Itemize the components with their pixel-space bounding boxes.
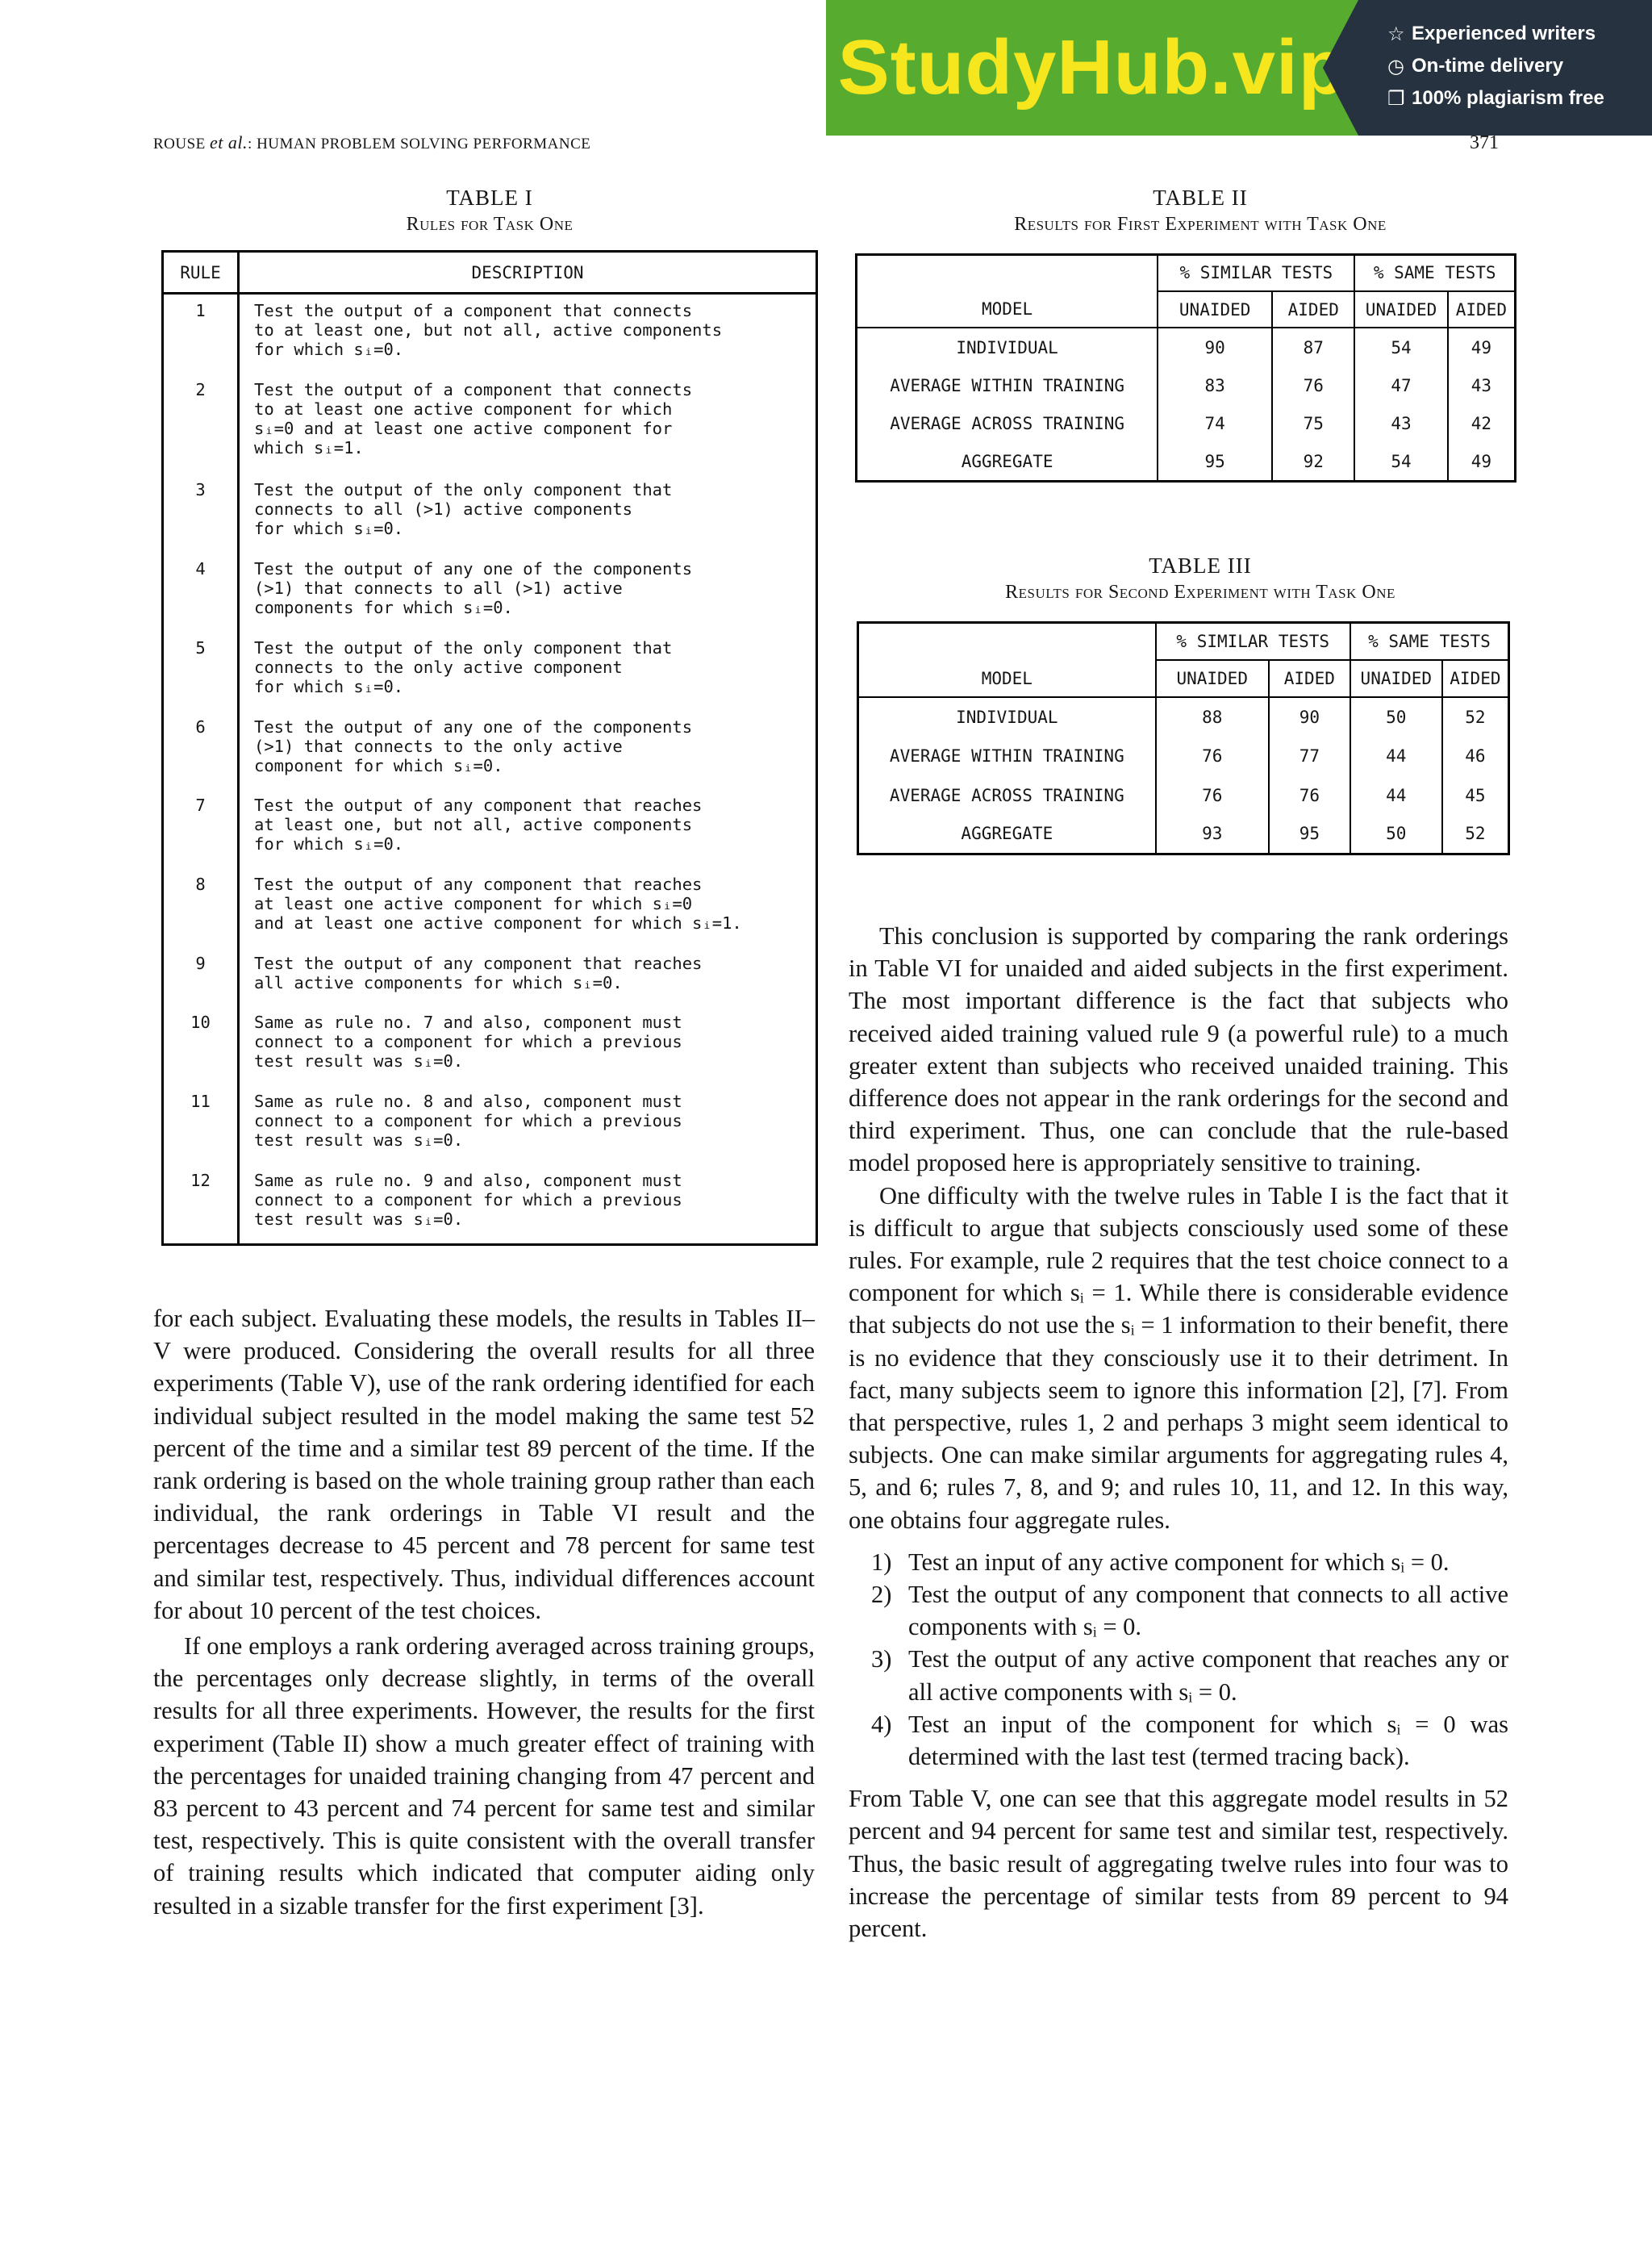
table1-description-line: Test the output of a component that connects — [254, 380, 693, 400]
table3-model-cell: AVERAGE ACROSS TRAINING — [889, 785, 1124, 805]
table1-description-line: sᵢ=0 and at least one active component for — [254, 419, 673, 439]
table1-description-line: test result was sᵢ=0. — [254, 1130, 464, 1150]
aggregate-rule-text: Test the output of any active component that reaches any or all active components with sᵢ = 0. — [908, 1645, 1508, 1706]
table2-group-row — [857, 255, 1516, 291]
table3-row — [858, 697, 1509, 737]
table3-value-cell: 45 — [1442, 775, 1509, 815]
table1-rule-description — [239, 868, 817, 947]
table2-value-cell: 54 — [1354, 443, 1447, 482]
table1-description-line: test result was sᵢ=0. — [254, 1051, 464, 1071]
banner-feature-delivery — [1387, 50, 1652, 82]
table3-value-cell: 50 — [1350, 697, 1442, 737]
aggregate-rule-item — [849, 1643, 1508, 1707]
table1-description-line: all active components for which sᵢ=0. — [254, 973, 623, 993]
table3-body — [858, 697, 1509, 854]
table2-col-model: MODEL — [857, 291, 1158, 328]
table1-rule-number: 1 — [163, 294, 239, 374]
banner-feature-plagiarism — [1387, 82, 1652, 115]
table1-row — [163, 632, 817, 711]
table3-value-cell: 90 — [1269, 697, 1350, 737]
table2-group-similar: % SIMILAR TESTS — [1158, 255, 1354, 291]
table3-model-cell: AGGREGATE — [961, 824, 1053, 844]
aggregate-rule-number: 4) — [871, 1710, 892, 1738]
aggregate-rules-list — [849, 1546, 1508, 1773]
table1-rule-number: 6 — [163, 711, 239, 790]
table3-title: TABLE III — [1149, 554, 1252, 578]
table2-value-cell: 49 — [1448, 443, 1516, 482]
table1-description-line: Test the output of any component that reaches — [254, 875, 703, 895]
table1-rule-number: 8 — [163, 868, 239, 947]
table1-description-line: for which sᵢ=0. — [254, 834, 404, 854]
table1-body — [163, 294, 817, 1245]
table1-caption — [161, 186, 818, 236]
table1-description-line: Test the output of the only component that — [254, 637, 673, 658]
table1-description-line: Same as rule no. 9 and also, component must — [254, 1170, 682, 1190]
table1-description-line: to at least one active component for which — [254, 399, 673, 420]
ad-banner[interactable] — [826, 0, 1652, 136]
table1-description-line: Test the output of any component that reaches — [254, 954, 703, 974]
running-head-author: ROUSE — [153, 136, 206, 152]
table1-rule-number: 7 — [163, 789, 239, 868]
table1-rule-description — [239, 553, 817, 632]
right-paragraph-2: One difficulty with the twelve rules in Table I is the fact that it is difficult to argue that subjects consciously used some of these rules. For example, rule 2 requires that the test choice connect to a component for which sᵢ = 1. While there is considerable evidence that subjects do not use the sᵢ = 1 information to their benefit, there is no evidence that they consciously use it to their detriment. In fact, many subjects seem to ignore this information [2], [7]. From that perspective, rules 1, 2 and perhaps 3 might seem identical to subjects. One can make similar arguments for aggregating rules 4, 5, and 6; rules 7, 8, and 9; and rules 10, 11, and 12. In this way, one obtains four aggregate rules. — [849, 1181, 1508, 1534]
table2-group-same: % SAME TESTS — [1354, 255, 1515, 291]
table1-description-line: for which sᵢ=0. — [254, 340, 404, 359]
table3-row — [858, 737, 1509, 776]
table2-caption — [853, 186, 1547, 236]
table2-body — [857, 328, 1516, 481]
aggregate-rule-item — [849, 1708, 1508, 1773]
table1-description-line: Test the output of any one of the components — [254, 716, 693, 737]
document-icon: ❐ — [1387, 87, 1405, 110]
table1-description-line: (>1) that connects to all (>1) active — [254, 578, 623, 598]
table2-value-cell: 75 — [1272, 404, 1354, 443]
page-number: 371 — [1470, 132, 1499, 153]
table2-col-aided: AIDED — [1272, 291, 1354, 328]
clock-icon: ◷ — [1387, 55, 1404, 77]
table2-value-cell: 95 — [1158, 443, 1272, 482]
table3-group-same: % SAME TESTS — [1350, 623, 1509, 660]
table2-header-row — [857, 291, 1516, 328]
table1-col-description: DESCRIPTION — [239, 252, 817, 294]
table3-value-cell: 77 — [1269, 737, 1350, 776]
table1-row — [163, 789, 817, 868]
table1-description-line: which sᵢ=1. — [254, 438, 364, 458]
table1-rule-number: 11 — [163, 1085, 239, 1164]
table2-col-aided: AIDED — [1448, 291, 1516, 328]
table3-value-cell: 76 — [1269, 775, 1350, 815]
table3-value-cell: 44 — [1350, 775, 1442, 815]
table2-value-cell: 87 — [1272, 328, 1354, 366]
table3-col-unaided: UNAIDED — [1350, 660, 1442, 697]
table1-rule-description — [239, 711, 817, 790]
aggregate-rule-number: 2) — [871, 1581, 892, 1609]
table3-value-cell: 52 — [1442, 815, 1509, 854]
table1-description-line: for which sᵢ=0. — [254, 676, 404, 696]
banner-feature-text: Experienced writers — [1412, 23, 1596, 44]
table1-rule-number: 10 — [163, 1006, 239, 1085]
aggregate-rule-number: 3) — [871, 1645, 892, 1673]
table1-rule-number: 12 — [163, 1164, 239, 1245]
table3 — [857, 621, 1510, 855]
table1-rule-description — [239, 789, 817, 868]
table1-description-line: at least one, but not all, active components — [254, 815, 693, 835]
table1-description-line: Test the output of any component that reaches — [254, 796, 703, 816]
table1-description-line: components for which sᵢ=0. — [254, 597, 513, 617]
table1-rule-description — [239, 474, 817, 553]
table1-rule-description — [239, 632, 817, 711]
table2-value-cell: 49 — [1448, 328, 1516, 366]
table1-row — [163, 374, 817, 474]
table2-title: TABLE II — [1153, 186, 1248, 210]
table2-model-cell: AGGREGATE — [961, 451, 1053, 471]
table3-row — [858, 815, 1509, 854]
left-paragraph-1: for each subject. Evaluating these models, the results in Tables II–V were produced. Considering the overall results for all three experiments (Table V), use of the rank ordering identified for each individual subject resulted in the model making the same test 52 percent of the time and a similar test 89 percent of the time. If the rank ordering is based on the whole training group rather than each individual, the rank orderings in Table VI result and the percentages decrease to 45 percent and 78 percent for same test and similar test, respectively. Thus, individual differences account for about 10 percent of the test choices. — [153, 1305, 815, 1624]
table3-value-cell: 95 — [1269, 815, 1350, 854]
studyhub-logo[interactable]: StudyHub.vip — [837, 24, 1347, 111]
table2-row — [857, 443, 1516, 482]
table1-description-line: (>1) that connects to the only active — [254, 736, 623, 756]
table1-row — [163, 1085, 817, 1164]
table1-rule-number: 5 — [163, 632, 239, 711]
table2-value-cell: 90 — [1158, 328, 1272, 366]
table3-group-row — [858, 623, 1509, 660]
table1-description-line: at least one active component for which sᵢ=0 — [254, 894, 693, 914]
table2-value-cell: 54 — [1354, 328, 1447, 366]
table2-row — [857, 366, 1516, 405]
table2-value-cell: 83 — [1158, 366, 1272, 405]
table1-col-rule: RULE — [163, 252, 239, 294]
table3-header-row — [858, 660, 1509, 697]
table1-row — [163, 294, 817, 374]
table2-blank — [857, 255, 1158, 291]
running-head — [153, 132, 590, 153]
table1 — [161, 250, 818, 1246]
table1-row — [163, 474, 817, 553]
table3-col-model: MODEL — [858, 660, 1156, 697]
table3-model-cell: AVERAGE WITHIN TRAINING — [889, 746, 1124, 767]
star-icon: ☆ — [1387, 23, 1405, 45]
table1-description-line: connect to a component for which a previous — [254, 1031, 682, 1051]
table2-value-cell: 47 — [1354, 366, 1447, 405]
table1-description-line: connect to a component for which a previous — [254, 1189, 682, 1209]
table2-value-cell: 74 — [1158, 404, 1272, 443]
table1-description-line: connects to all (>1) active components — [254, 499, 632, 519]
table3-subtitle: Results for Second Experiment with Task One — [1005, 582, 1395, 603]
table1-description-line: for which sᵢ=0. — [254, 518, 404, 538]
table1-description-line: component for which sᵢ=0. — [254, 755, 503, 775]
table1-row — [163, 868, 817, 947]
table3-caption — [853, 554, 1547, 604]
aggregate-rule-text: Test an input of any active component for which sᵢ = 0. — [908, 1548, 1450, 1576]
banner-feature-text: On-time delivery — [1412, 55, 1564, 77]
aggregate-rule-text: Test an input of the component for which sᵢ = 0 was determined with the last test (termed tracing back). — [908, 1710, 1508, 1771]
table3-value-cell: 76 — [1156, 775, 1269, 815]
table1-description-line: test result was sᵢ=0. — [254, 1209, 464, 1229]
table3-col-aided: AIDED — [1442, 660, 1509, 697]
table1-rule-number: 2 — [163, 374, 239, 474]
table1-description-line: to at least one, but not all, active components — [254, 320, 723, 340]
table3-value-cell: 46 — [1442, 737, 1509, 776]
aggregate-rule-item — [849, 1578, 1508, 1643]
table1-description-line: Test the output of a component that connects — [254, 301, 693, 320]
table2-col-unaided: UNAIDED — [1354, 291, 1447, 328]
table2-col-unaided: UNAIDED — [1158, 291, 1272, 328]
table1-rule-number: 9 — [163, 947, 239, 1005]
table1-description-line: and at least one active component for which sᵢ=1. — [254, 913, 742, 934]
aggregate-rule-item — [849, 1546, 1508, 1578]
table1-description-line: Test the output of any one of the components — [254, 558, 693, 579]
banner-logo-area[interactable] — [826, 0, 1358, 136]
table2-model-cell: AVERAGE WITHIN TRAINING — [890, 375, 1124, 395]
table1-row — [163, 947, 817, 1005]
table3-value-cell: 93 — [1156, 815, 1269, 854]
table1-rule-number: 4 — [163, 553, 239, 632]
table3-value-cell: 50 — [1350, 815, 1442, 854]
table1-rule-description — [239, 294, 817, 374]
table2-value-cell: 76 — [1272, 366, 1354, 405]
table1-rule-description — [239, 374, 817, 474]
banner-feature-text: 100% plagiarism free — [1412, 87, 1604, 109]
banner-features — [1358, 0, 1652, 136]
table1-row — [163, 1006, 817, 1085]
table2-value-cell: 43 — [1448, 366, 1516, 405]
aggregate-rule-number: 1) — [871, 1548, 892, 1576]
table1-row — [163, 553, 817, 632]
table1-row — [163, 1164, 817, 1245]
table1-description-line: Same as rule no. 8 and also, component must — [254, 1091, 682, 1111]
left-paragraph-2: If one employs a rank ordering averaged across training groups, the percentages only decrease slightly, in terms of the overall results for all three experiments. However, the results for the first experiment (Table II) show a much greater effect of training with the percentages for unaided training changing from 47 percent and 83 percent to 43 percent and 74 percent for same test and similar test, respectively. This is quite consistent with the overall transfer of training results which indicated that computer aiding only resulted in a sizable transfer for the first experiment [3]. — [153, 1632, 815, 1920]
table3-value-cell: 76 — [1156, 737, 1269, 776]
table2-subtitle: Results for First Experiment with Task One — [1014, 214, 1387, 235]
table1-header-row — [163, 252, 817, 294]
aggregate-rule-text: Test the output of any component that connects to all active components with sᵢ = 0. — [908, 1581, 1508, 1641]
table1-rule-number: 3 — [163, 474, 239, 553]
table1-title: TABLE I — [446, 186, 533, 210]
table1-subtitle: Rules for Task One — [406, 214, 574, 235]
table1-rule-description — [239, 1085, 817, 1164]
right-column — [849, 920, 1508, 1945]
table3-col-aided: AIDED — [1269, 660, 1350, 697]
table1-rule-description — [239, 947, 817, 1005]
table3-model-cell: INDIVIDUAL — [956, 708, 1058, 728]
table1-description-line: Test the output of the only component that — [254, 479, 673, 499]
table2-value-cell: 42 — [1448, 404, 1516, 443]
table2-model-cell: INDIVIDUAL — [956, 337, 1058, 357]
table2-value-cell: 43 — [1354, 404, 1447, 443]
running-head-etal: et al. — [210, 132, 248, 152]
table1-description-line: connects to the only active component — [254, 657, 623, 677]
table3-value-cell: 88 — [1156, 697, 1269, 737]
table3-group-similar: % SIMILAR TESTS — [1156, 623, 1350, 660]
table2-row — [857, 328, 1516, 366]
table3-blank — [858, 623, 1156, 660]
table1-rule-description — [239, 1006, 817, 1085]
running-head-title: : HUMAN PROBLEM SOLVING PERFORMANCE — [248, 136, 591, 152]
table2-model-cell: AVERAGE ACROSS TRAINING — [890, 414, 1124, 434]
right-paragraph-1: This conclusion is supported by comparing the rank orderings in Table VI for unaided and aided subjects in the first experiment. The most important difference is the fact that subjects who received aided training valued rule 9 (a powerful rule) to a much greater extent than subjects who received unaided training. This difference does not appear in the rank orderings for the second and third experiment. Thus, one can conclude that the rule-based model proposed here is appropriately sensitive to training. — [849, 922, 1508, 1177]
left-column — [153, 1302, 815, 1922]
table1-description-line: connect to a component for which a previous — [254, 1110, 682, 1130]
table2-value-cell: 92 — [1272, 443, 1354, 482]
table2 — [855, 253, 1516, 483]
table3-value-cell: 52 — [1442, 697, 1509, 737]
banner-feature-writers — [1387, 18, 1652, 50]
table3-row — [858, 775, 1509, 815]
right-paragraph-3: From Table V, one can see that this aggregate model results in 52 percent and 94 percent for same test and similar test, respectively. Thus, the basic result of aggregating twelve rules into four was to increase the percentage of similar tests from 89 percent to 94 percent. — [849, 1785, 1508, 1943]
table3-col-unaided: UNAIDED — [1156, 660, 1269, 697]
table3-value-cell: 44 — [1350, 737, 1442, 776]
table1-rule-description — [239, 1164, 817, 1245]
table2-row — [857, 404, 1516, 443]
table1-description-line: Same as rule no. 7 and also, component must — [254, 1012, 682, 1032]
table1-row — [163, 711, 817, 790]
